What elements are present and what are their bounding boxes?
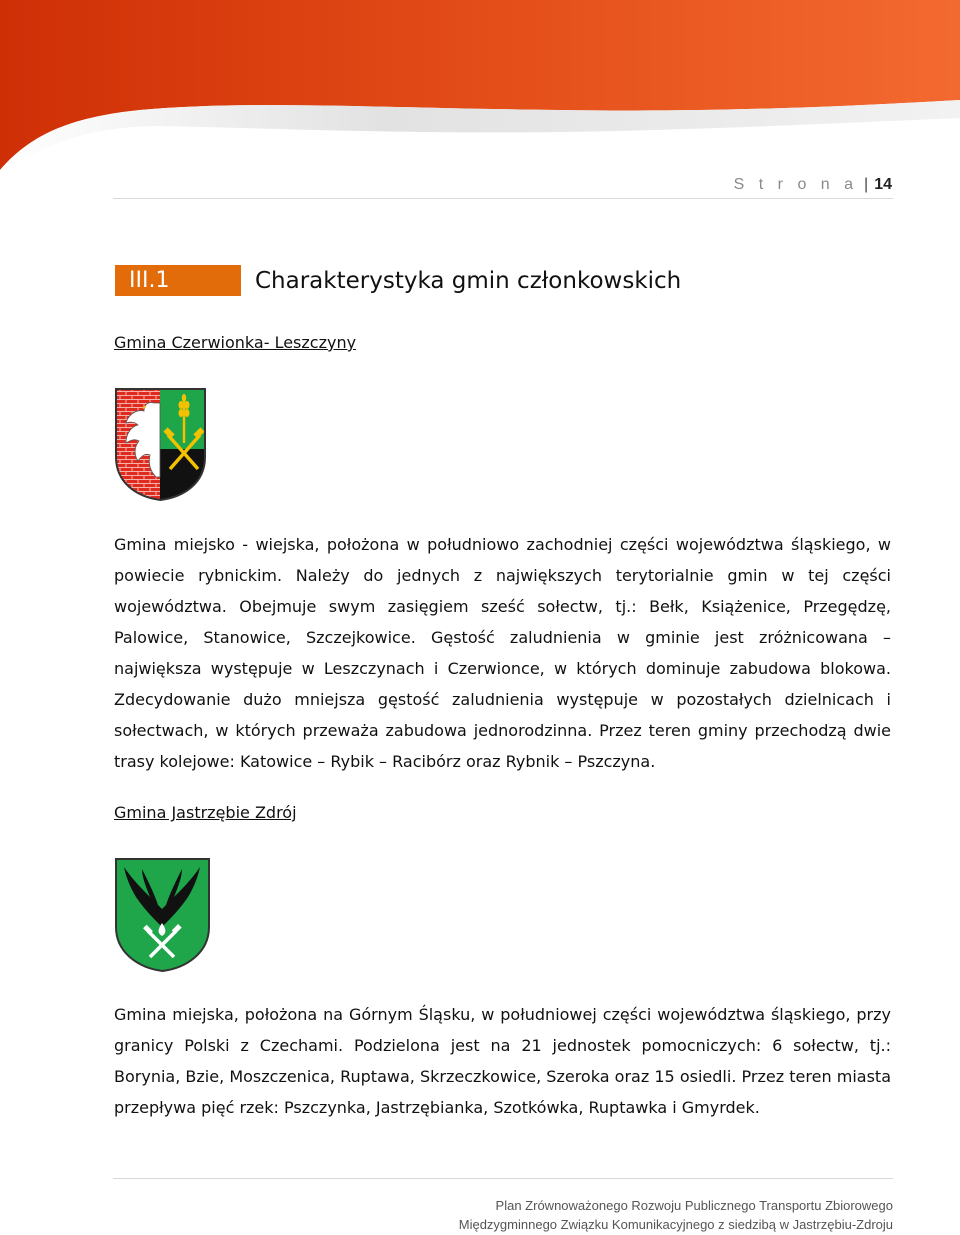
- gmina-jastrzebie-description: Gmina miejska, położona na Górnym Śląsku, w południowej części województwa śląskiego, przy granicy Polski z Czechami. Podzielona jest na 21 jednostek pomocniczych: 6 sołectw, tj.: Borynia, Bzie, Moszczenica, Ruptawa, Skrzeczkowice, Szeroka oraz 15 osiedli. Przez teren miasta przepływa pięć rzek: Pszczynka, Jastrzębianka, Szotkówka, Ruptawka i Gmyrdek.: [114, 1005, 891, 1117]
- jastrzebie-zdroj-coat-of-arms-icon: [114, 857, 211, 973]
- header-wave-decoration: [0, 0, 960, 175]
- czerwionka-leszczyny-coat-of-arms-icon: [114, 387, 207, 502]
- footer-line-2: Międzygminnego Związku Komunikacyjnego z siedzibą w Jastrzębiu-Zdroju: [458, 1217, 893, 1232]
- gmina-czerwionka-heading: Gmina Czerwionka- Leszczyny: [114, 333, 357, 352]
- footer-divider: [113, 1178, 893, 1179]
- footer-line-1: Plan Zrównoważonego Rozwoju Publicznego Transportu Zbiorowego: [495, 1198, 893, 1213]
- page-footer: [459, 1196, 893, 1234]
- header-divider: [113, 198, 893, 199]
- page-label: S t r o n a: [733, 176, 859, 193]
- page-separator: |: [864, 176, 869, 193]
- section-number-badge: III.1: [115, 265, 241, 296]
- gmina-jastrzebie-heading: Gmina Jastrzębie Zdrój: [114, 803, 297, 822]
- gmina-czerwionka-description: Gmina miejsko - wiejska, położona w południowo zachodniej części województwa śląskiego, w powiecie rybnickim. Należy do jednych z największych terytorialnie gmin w tej części województwa. Obejmuje swym zasięgiem sześć sołectw, tj.: Bełk, Książenice, Przegędzę, Palowice, Stanowice, Szczejkowice. Gęstość zaludnienia w gminie jest zróżnicowana – największa występuje w Leszczynach i Czerwionce, w których dominuje zabudowa blokowa. Zdecydowanie dużo mniejsza gęstość zaludnienia występuje w pozostałych dzielnicach i sołectwach, w których przeważa zabudowa jednorodzinna. Przez teren gminy przechodzą dwie trasy kolejowe: Katowice – Rybik – Racibórz oraz Rybnik – Pszczyna.: [114, 535, 891, 771]
- page-number: 14: [874, 176, 892, 193]
- section-heading: [115, 265, 681, 296]
- section-title: Charakterystyka gmin członkowskich: [255, 267, 682, 294]
- page-number-indicator: [734, 176, 892, 194]
